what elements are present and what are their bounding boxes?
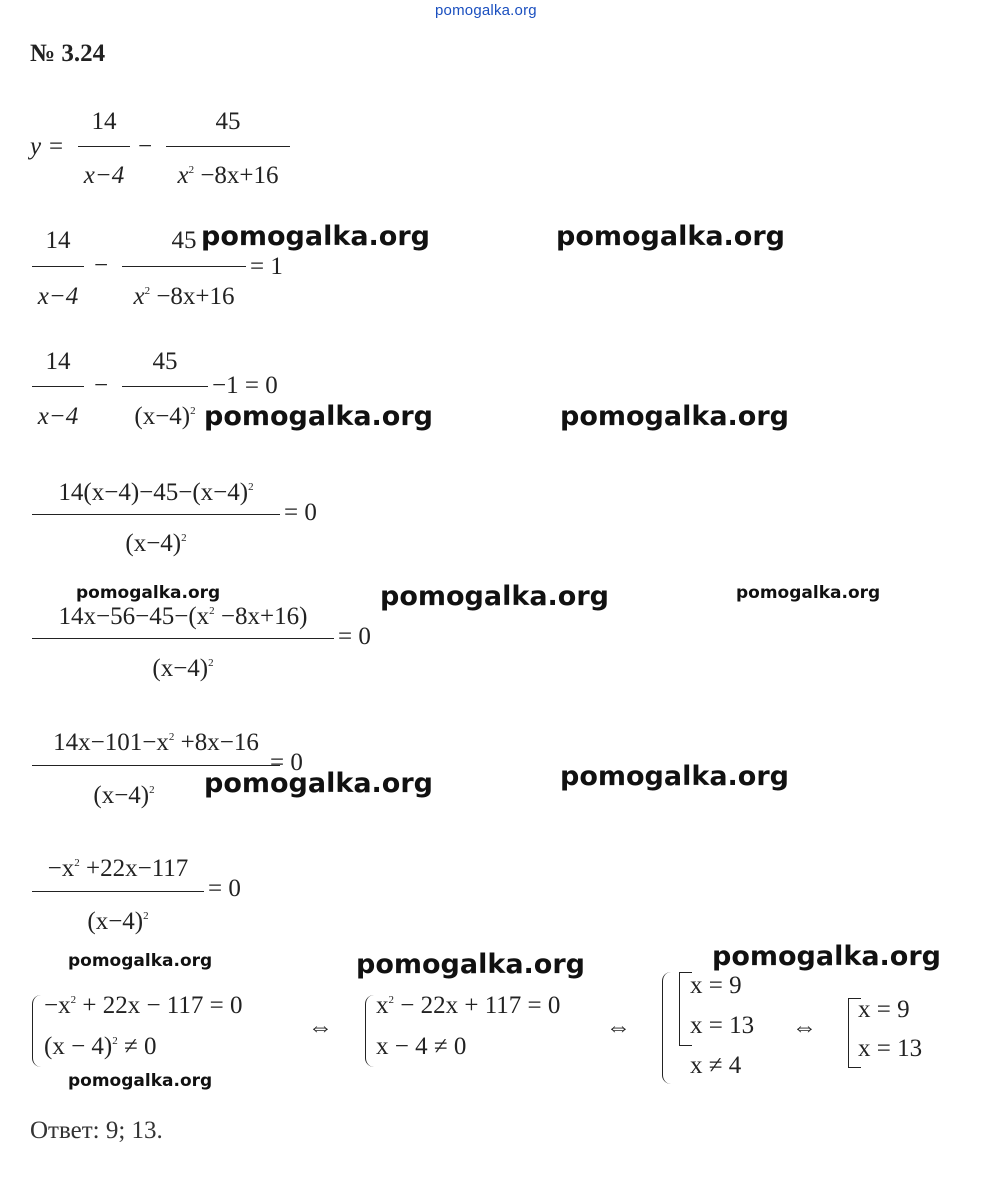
watermark: pomogalka.org	[712, 941, 941, 972]
system-4-bracket	[848, 998, 849, 1068]
system-2-line-2: x − 4 ≠ 0	[376, 1033, 467, 1060]
system-3-bracket	[679, 972, 680, 1046]
system-1-line-1: $-x^2 + 22x - 117 = 0$	[44, 992, 243, 1019]
watermark: pomogalka.org	[560, 401, 789, 432]
eq5-fraction-bar	[32, 638, 334, 639]
eq2-rhs: = 1	[250, 253, 283, 280]
eq3-rhs: −1 = 0	[212, 372, 278, 399]
eq3-numerator: 14	[45, 348, 71, 375]
eq1-denominator-2: $x^2 -8x+16$	[177, 162, 279, 189]
eq2-fraction-bar-2	[122, 266, 246, 267]
eq5-denominator: $(x-4)^2$	[152, 655, 214, 682]
eq1-numerator-2: 45	[215, 108, 241, 135]
eq4-rhs: = 0	[284, 499, 317, 526]
eq6-fraction-bar	[32, 765, 280, 766]
system-3-brace	[662, 972, 671, 1084]
eq2-numerator: 14	[45, 227, 71, 254]
watermark-small: pomogalka.org	[736, 583, 881, 603]
watermark-top[interactable]: pomogalka.org	[435, 2, 537, 19]
system-1-brace	[32, 995, 41, 1067]
system-4-root-2: x = 13	[858, 1035, 923, 1062]
system-2-brace	[365, 995, 374, 1067]
eq7-numerator: $-x^2 +22x-117$	[47, 855, 189, 882]
eq2-fraction-bar	[32, 266, 84, 267]
watermark: pomogalka.org	[204, 768, 433, 799]
system-3-root-1: x = 9	[690, 972, 742, 999]
equivalence-1: ⇔	[308, 1014, 333, 1041]
eq7-rhs: = 0	[208, 875, 241, 902]
watermark: pomogalka.org	[380, 581, 609, 612]
eq4-fraction-bar	[32, 514, 280, 515]
equivalence-3: ⇔	[792, 1014, 817, 1041]
eq4-denominator: $(x-4)^2$	[125, 530, 187, 557]
eq3-minus: −	[94, 372, 109, 399]
eq4-numerator: $14(x-4)-45-(x-4)^2$	[58, 479, 254, 506]
eq2-denominator: x−4	[37, 283, 79, 310]
eq1-fraction-bar-2	[166, 146, 290, 147]
watermark: pomogalka.org	[556, 221, 785, 252]
eq1-numerator: 14	[91, 108, 117, 135]
watermark-small: pomogalka.org	[68, 951, 213, 971]
watermark: pomogalka.org	[560, 761, 789, 792]
system-1-line-2: $(x - 4)^2 \ne 0$	[44, 1033, 157, 1060]
eq1-minus: −	[138, 133, 153, 160]
watermark: pomogalka.org	[201, 221, 430, 252]
eq1-fraction-bar	[78, 146, 130, 147]
eq2-numerator-2: 45	[171, 227, 197, 254]
eq6-denominator: $(x-4)^2$	[93, 782, 155, 809]
eq3-numerator-2: 45	[152, 348, 178, 375]
eq1-denominator: x−4	[83, 162, 125, 189]
system-4-root-1: x = 9	[858, 996, 910, 1023]
watermark-small: pomogalka.org	[76, 583, 221, 603]
eq3-fraction-bar	[32, 386, 84, 387]
eq6-numerator: $14x-101-x^2 +8x-16$	[53, 729, 259, 756]
system-3-root-2: x = 13	[690, 1012, 755, 1039]
eq7-denominator: $(x-4)^2$	[87, 908, 149, 935]
watermark: pomogalka.org	[356, 949, 585, 980]
eq3-denominator-2: $(x-4)^2$	[134, 403, 196, 430]
eq5-numerator: $14x-56-45-(x^2 -8x+16)$	[58, 603, 308, 630]
eq3-denominator: x−4	[37, 403, 79, 430]
eq2-minus: −	[94, 252, 109, 279]
equivalence-2: ⇔	[606, 1014, 631, 1041]
eq1-lhs: y =	[30, 133, 65, 160]
system-2-line-1: $x^2 - 22x + 117 = 0$	[376, 992, 561, 1019]
eq5-rhs: = 0	[338, 623, 371, 650]
answer: Ответ: 9; 13.	[30, 1117, 163, 1144]
problem-number: № 3.24	[30, 40, 106, 67]
eq2-denominator-2: $x^2 -8x+16$	[133, 283, 235, 310]
eq7-fraction-bar	[32, 891, 204, 892]
eq6-rhs: = 0	[270, 749, 303, 776]
watermark: pomogalka.org	[204, 401, 433, 432]
eq3-fraction-bar-2	[122, 386, 208, 387]
watermark-small: pomogalka.org	[68, 1071, 213, 1091]
system-3-condition: x ≠ 4	[690, 1052, 742, 1079]
